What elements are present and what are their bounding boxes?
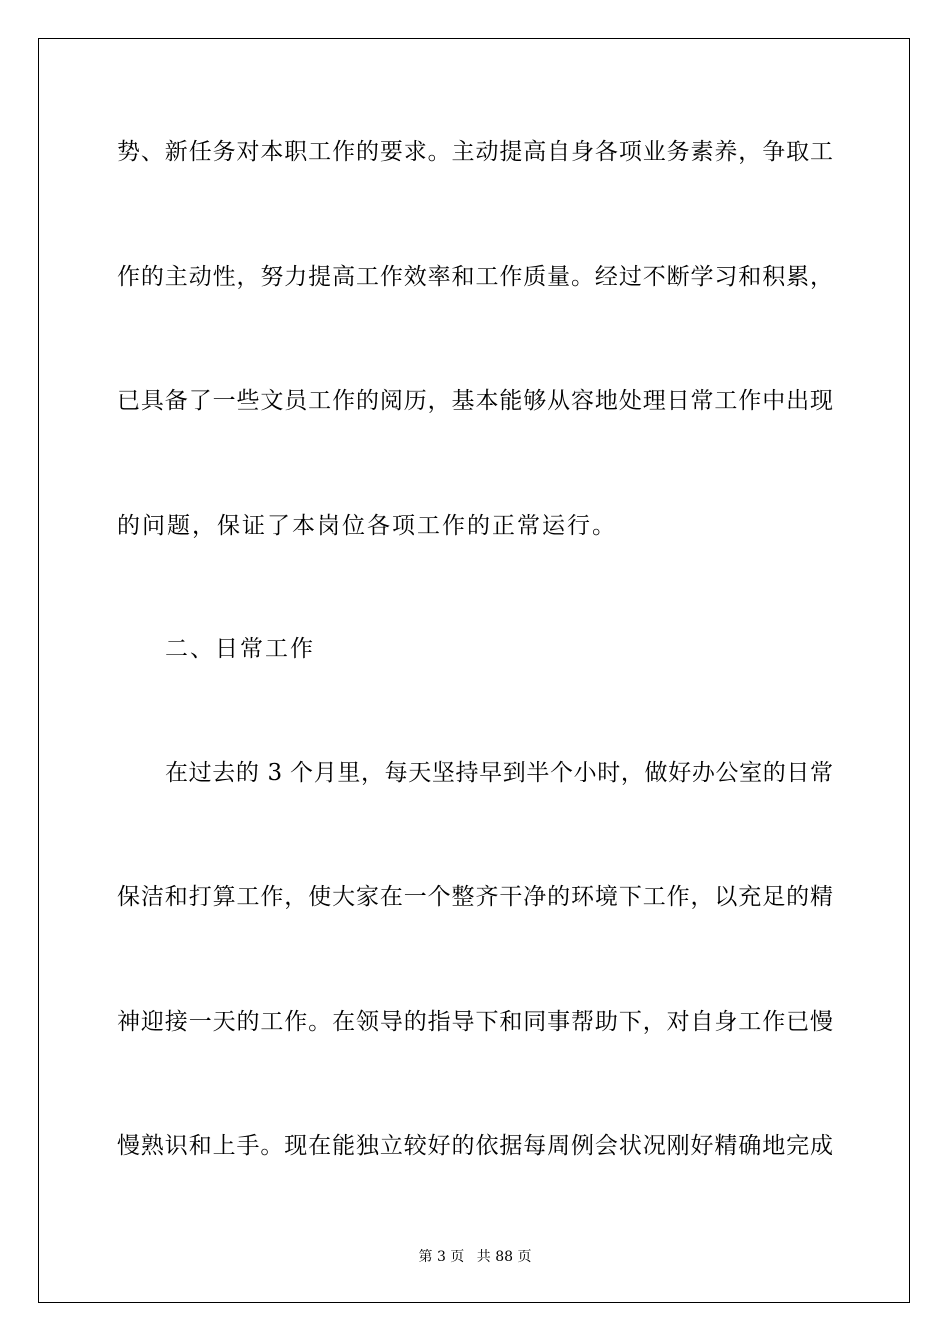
body-text-line: 在过去的 3 个月里，每天坚持早到半个小时，做好办公室的日常 xyxy=(165,760,833,786)
body-text-line: 保洁和打算工作，使大家在一个整齐干净的环境下工作，以充足的精 xyxy=(117,884,833,910)
body-text-line: 作的主动性，努力提高工作效率和工作质量。经过不断学习和积累， xyxy=(117,264,833,290)
page-total: 共 88 页 xyxy=(476,1249,532,1265)
body-text-line: 势、新任务对本职工作的要求。主动提高自身各项业务素养，争取工 xyxy=(117,139,833,165)
page-footer xyxy=(0,1246,950,1266)
body-text-line: 已具备了一些文员工作的阅历，基本能够从容地处理日常工作中出现 xyxy=(117,388,833,414)
section-heading: 二、日常工作 xyxy=(165,636,315,662)
body-text-line: 神迎接一天的工作。在领导的指导下和同事帮助下，对自身工作已慢 xyxy=(117,1009,833,1035)
body-text-line: 的问题，保证了本岗位各项工作的正常运行。 xyxy=(117,513,617,539)
body-text-line: 慢熟识和上手。现在能独立较好的依据每周例会状况刚好精确地完成 xyxy=(117,1133,833,1159)
page-number: 第 3 页 xyxy=(418,1249,465,1265)
page-border xyxy=(38,38,910,1303)
